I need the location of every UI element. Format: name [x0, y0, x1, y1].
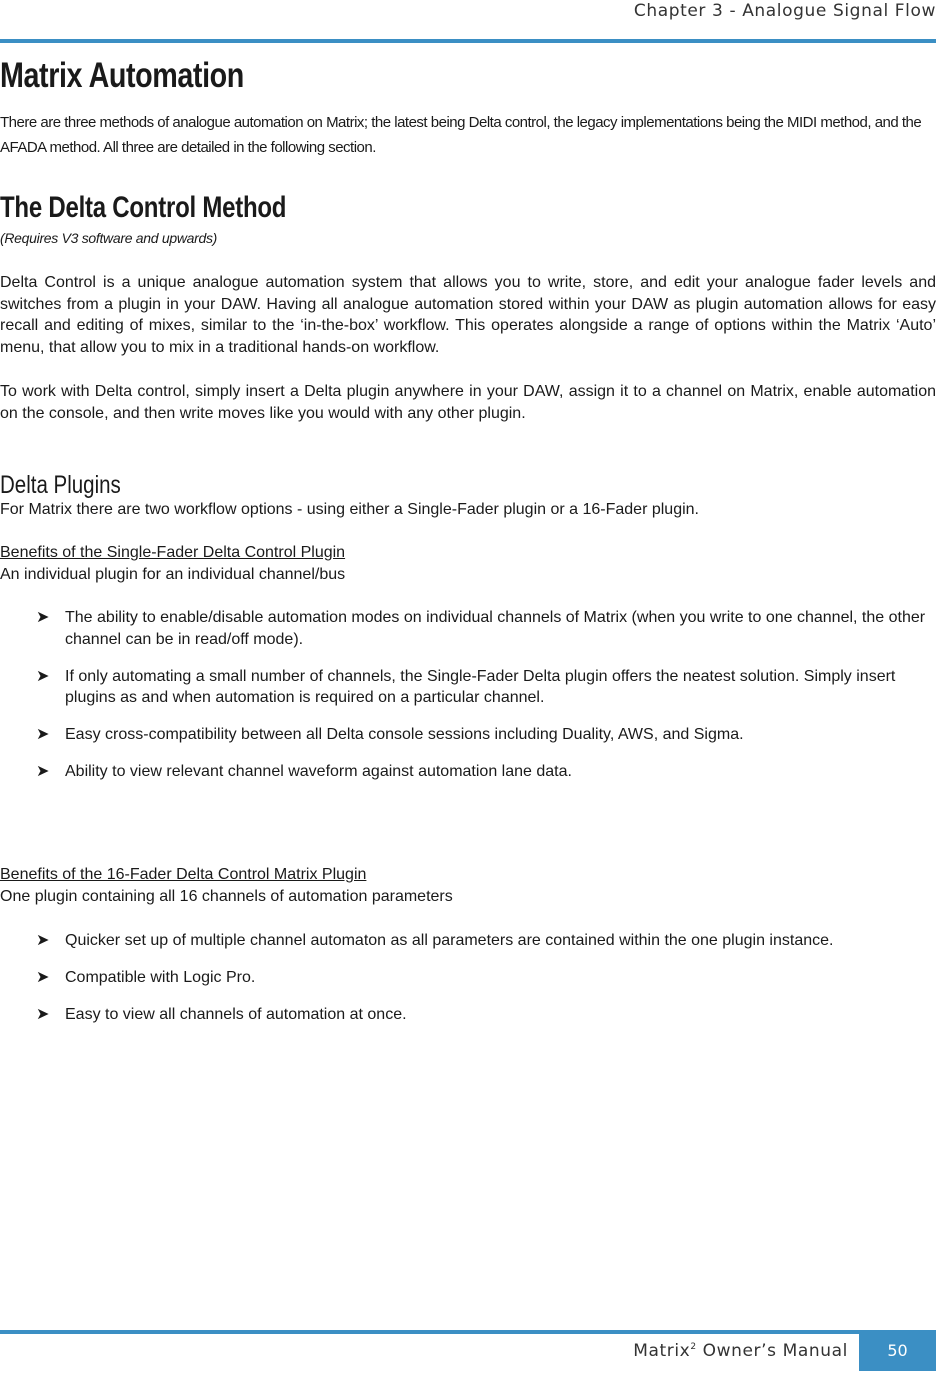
plugins-intro: For Matrix there are two workflow options - using either a Single-Fader plugin or a 16-Fader plugin. — [0, 501, 699, 518]
arrow-bullet-icon: ➤ — [36, 726, 50, 744]
list-item: ➤ Easy cross-compatibility between all Delta console sessions including Duality, AWS, and Sigma. — [0, 724, 936, 746]
delta-paragraph-2: To work with Delta control, simply insert a Delta plugin anywhere in your DAW, assign it to a channel on Matrix, enable automation on the console, and then write moves like you would with any other plugin. — [0, 383, 936, 422]
requirement-note: (Requires V3 software and upwards) — [0, 230, 218, 246]
multi-fader-benefits-list — [0, 930, 936, 1041]
arrow-bullet-icon: ➤ — [36, 969, 50, 987]
single-fader-heading: Benefits of the Single-Fader Delta Control Plugin — [0, 544, 346, 561]
footer-manual-title: Matrix$^2$ Owner’s Manual — [633, 1341, 848, 1361]
list-item: ➤ Compatible with Logic Pro. — [0, 967, 936, 989]
arrow-bullet-icon: ➤ — [36, 1006, 50, 1024]
subsection-heading-plugins: Delta Plugins — [0, 471, 121, 499]
list-item: ➤ Quicker set up of multiple channel automaton as all parameters are contained within the one plugin instance. — [0, 930, 936, 952]
list-item: ➤ The ability to enable/disable automation modes on individual channels of Matrix (when you write to one channel, the other channel can be in read/off mode). — [36, 609, 926, 648]
footer-rule — [0, 1330, 936, 1334]
list-item: ➤ Ability to view relevant channel waveform against automation lane data. — [0, 761, 936, 783]
page-title: Matrix Automation — [0, 56, 244, 95]
delta-paragraph-1: Delta Control is a unique analogue automation system that allows you to write, store, and edit your analogue fader levels and switches from a plugin in your DAW. Having all analogue automation stored within your DAW as plugin automation allows for easy recall and editing of mixes, similar to the ‘in-the-box’ workflow. This operates alongside a range of options within the Matrix ‘Auto’ menu, that allow you to mix in a traditional hands-on workflow. — [0, 274, 936, 356]
arrow-bullet-icon: ➤ — [36, 763, 50, 781]
arrow-bullet-icon: ➤ — [36, 667, 50, 685]
list-item: ➤ Easy to view all channels of automation at once. — [0, 1004, 936, 1026]
page-number: 50 — [859, 1330, 936, 1371]
arrow-bullet-icon: ➤ — [36, 932, 50, 949]
intro-paragraph: There are three methods of analogue automation on Matrix; the latest being Delta control, the legacy implementations being the MIDI method, and the AFADA method. All three are detailed in the following section. — [0, 114, 922, 156]
header-rule — [0, 39, 936, 43]
list-item: ➤ If only automating a small number of channels, the Single-Fader Delta plugin offers the neatest solution. Simply insert plugins as and when automation is required on a particular channel. — [36, 667, 896, 707]
single-fader-subheading: An individual plugin for an individual channel/bus — [0, 566, 346, 583]
multi-fader-subheading: One plugin containing all 16 channels of automation parameters — [0, 888, 453, 905]
multi-fader-heading: Benefits of the 16-Fader Delta Control Matrix Plugin — [0, 866, 367, 883]
arrow-bullet-icon: ➤ — [36, 609, 50, 626]
section-heading-delta: The Delta Control Method — [0, 191, 287, 224]
single-fader-benefits-list — [0, 607, 936, 799]
chapter-header: Chapter 3 - Analogue Signal Flow — [633, 1, 936, 21]
